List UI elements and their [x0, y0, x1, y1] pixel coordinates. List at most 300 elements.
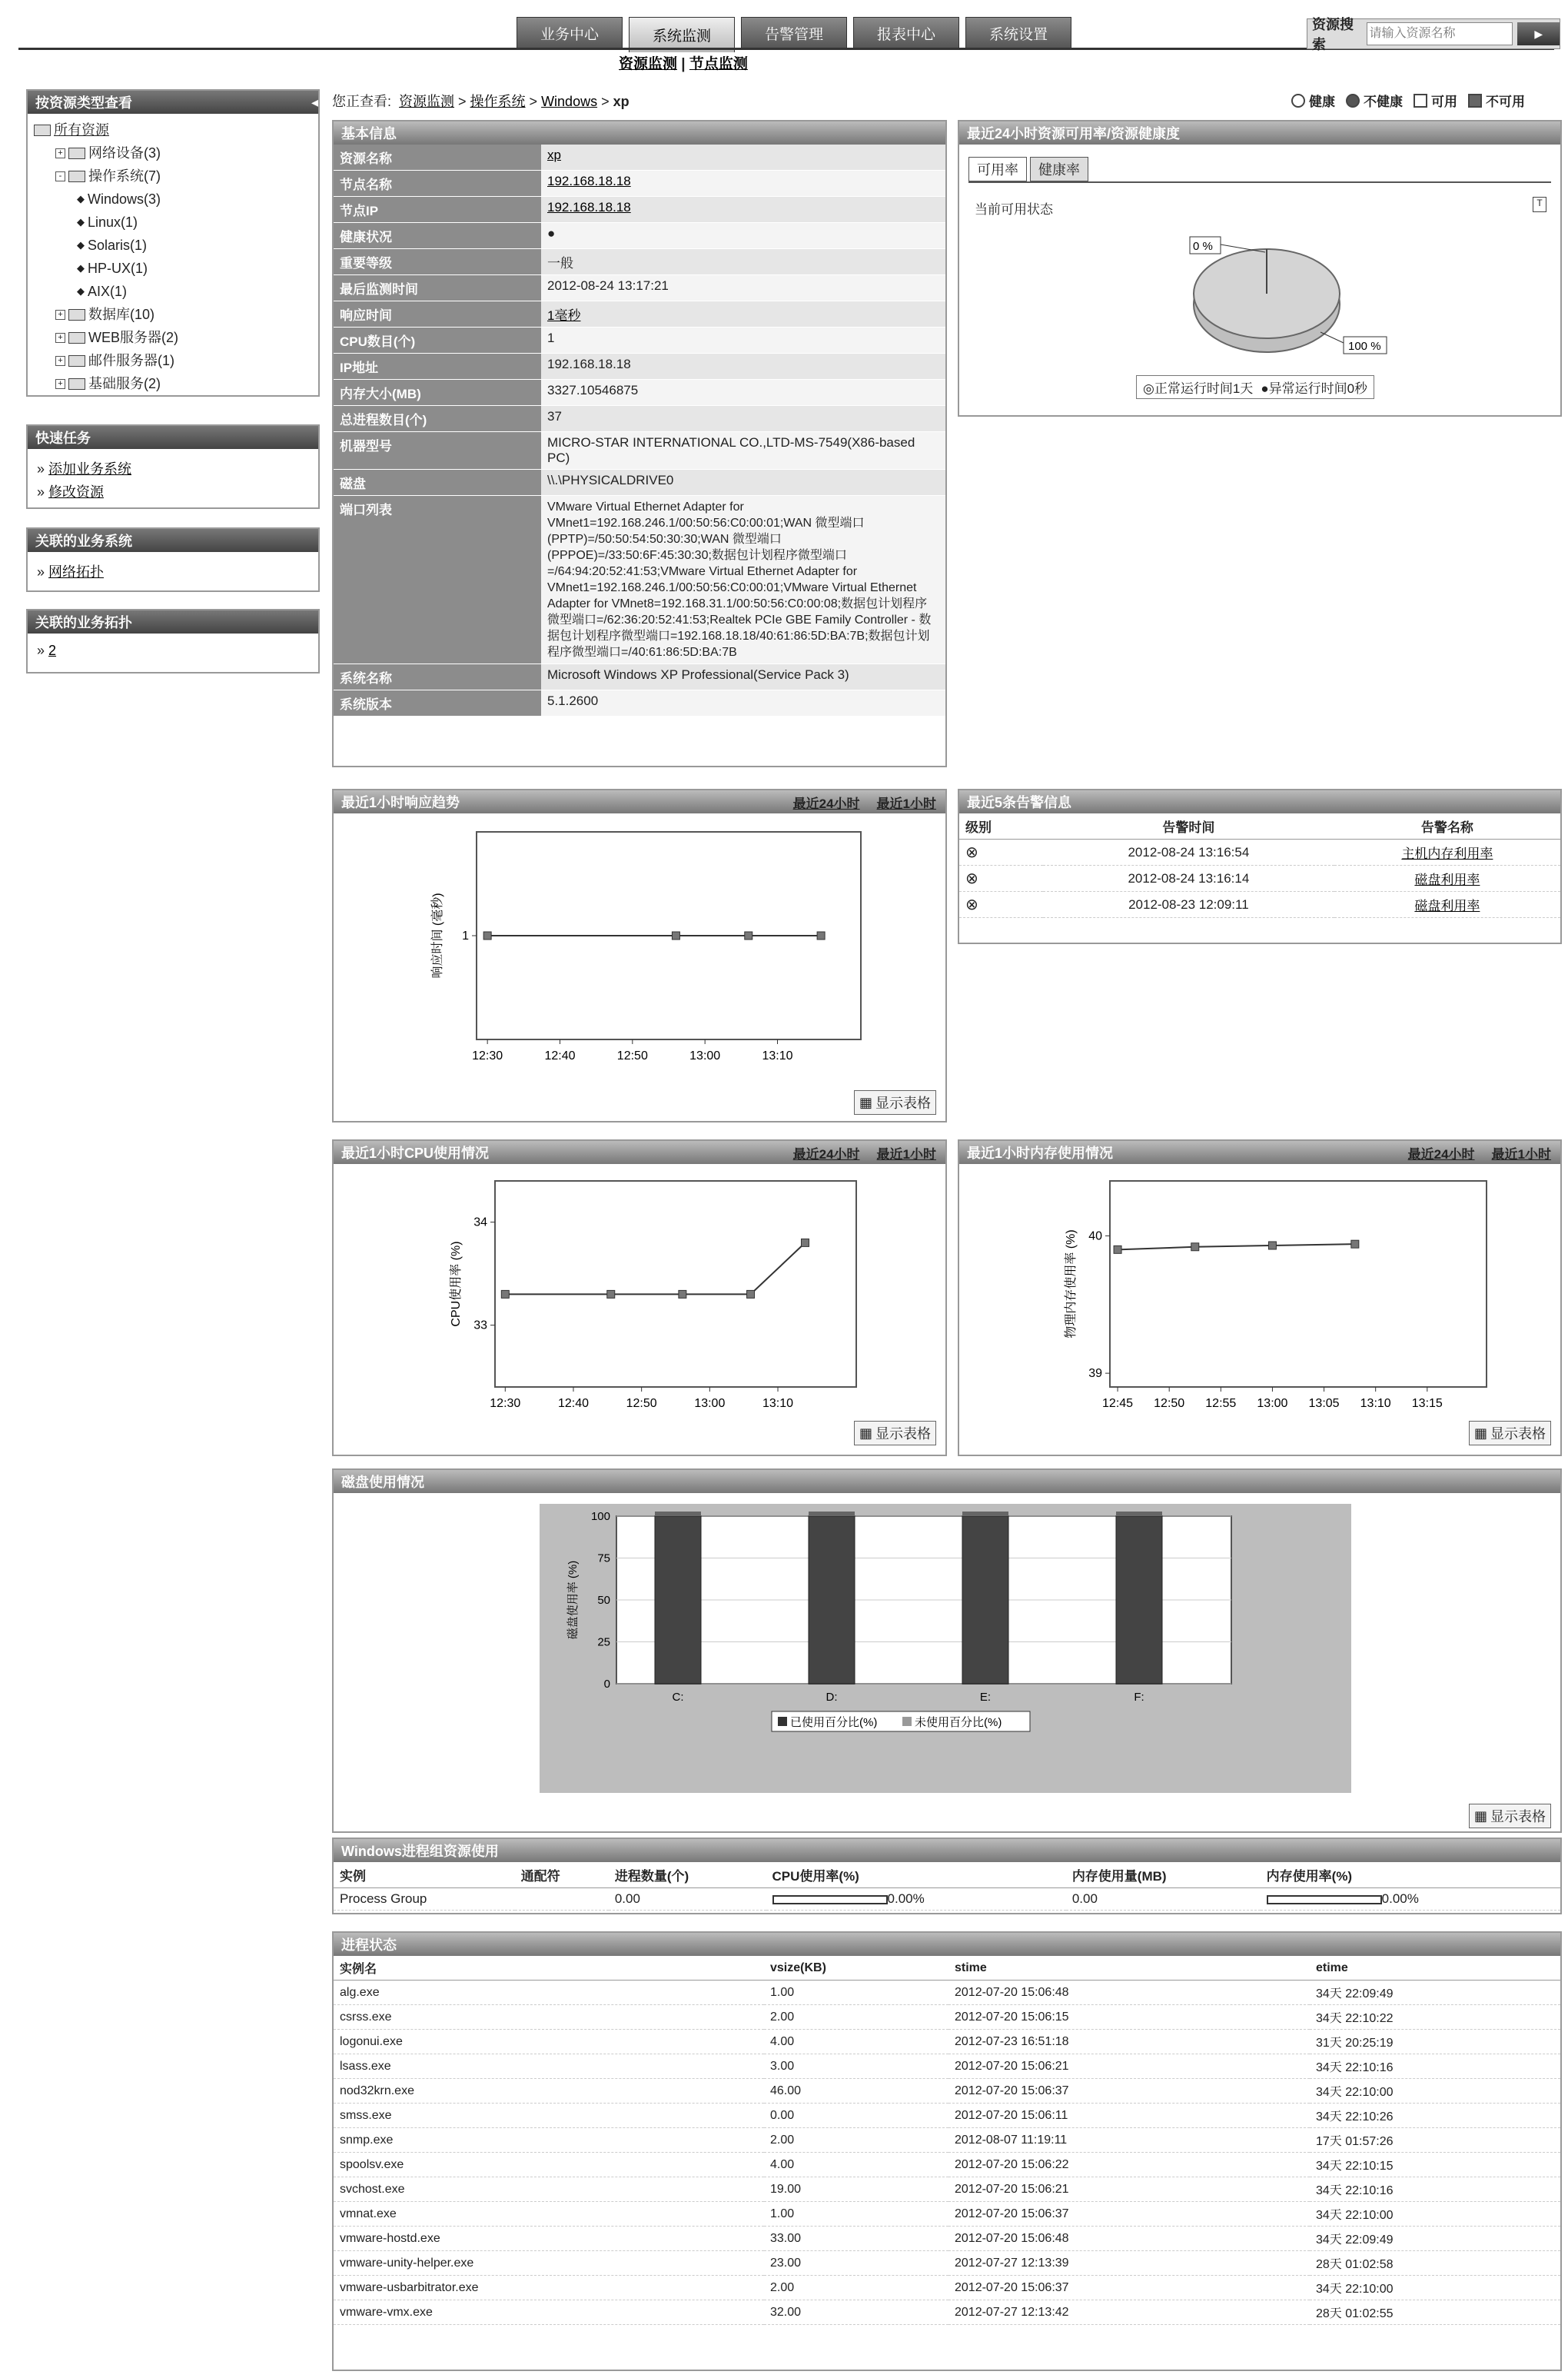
pg-instance: Process Group	[334, 1888, 515, 1911]
table-icon: ▦	[859, 1094, 872, 1110]
proc-col-header: vsize(KB)	[764, 1956, 948, 1981]
proc-cell: lsass.exe	[334, 2054, 764, 2079]
mem-xtick-label: 12:50	[1154, 1397, 1185, 1410]
proc-cell: 3.00	[764, 2054, 948, 2079]
proc-col-header: etime	[1310, 1956, 1560, 1981]
proc-cell: 2012-07-27 12:13:39	[948, 2251, 1310, 2276]
folder-icon	[68, 309, 85, 321]
info-value: 192.168.18.18	[547, 357, 631, 371]
status-legend	[1291, 91, 1525, 110]
info-value-cell	[541, 301, 945, 328]
resp-1h-link[interactable]: 最近1小时	[876, 796, 936, 811]
mem-1h-link[interactable]: 最近1小时	[1491, 1146, 1551, 1162]
disk-ytick-label: 100	[590, 1510, 610, 1523]
info-value: 1	[547, 331, 555, 345]
info-row	[334, 249, 945, 275]
proc-cell: 31天 20:25:19	[1310, 2030, 1560, 2054]
proc-cell: spoolsv.exe	[334, 2153, 764, 2177]
pg-col-header: 实例	[334, 1862, 515, 1888]
alarm-level-cell	[959, 840, 1043, 866]
sub-nav	[619, 52, 748, 73]
alarm-critical-icon: ⊗	[965, 870, 978, 887]
tab-health[interactable]: 健康率	[1030, 157, 1088, 181]
info-row	[334, 664, 945, 690]
proc-header-row	[334, 1956, 1560, 1981]
info-row	[334, 275, 945, 301]
info-value: ●	[547, 226, 556, 241]
os-icon: ◆	[77, 239, 85, 251]
tree-panel-header	[28, 91, 318, 114]
proc-col-header: stime	[948, 1956, 1310, 1981]
tree-node[interactable]	[34, 141, 312, 165]
quick-task-header	[28, 426, 318, 449]
basic-info-panel	[332, 120, 947, 767]
export-icon[interactable]: T	[1533, 197, 1546, 212]
resp-data-point	[745, 932, 752, 940]
info-key: 最后监测时间	[334, 275, 541, 301]
mem-xtick-label: 13:10	[1360, 1397, 1391, 1410]
cpu-title: 最近1小时CPU使用情况	[341, 1146, 490, 1161]
disk-legend	[772, 1711, 1030, 1731]
info-value-cell	[541, 354, 945, 380]
alarm-name-link[interactable]: 磁盘利用率	[1414, 873, 1480, 887]
info-row	[334, 690, 945, 717]
memory-panel	[958, 1139, 1562, 1456]
tree-node-label: WEB服务器(2)	[88, 330, 178, 345]
disk-bar	[655, 1516, 701, 1684]
related-topology-title: 关联的业务拓扑	[35, 615, 132, 630]
availability-title: 最近24小时资源可用率/资源健康度	[967, 126, 1181, 141]
process-group-panel	[332, 1838, 1562, 1914]
disk-panel	[332, 1468, 1562, 1833]
proc-cell: 23.00	[764, 2251, 948, 2276]
breadcrumb-prefix: 您正查看:	[332, 94, 392, 109]
process-group-title: Windows进程组资源使用	[341, 1844, 499, 1859]
related-business-item: » 网络拓扑	[37, 564, 105, 580]
proc-cell: 2.00	[764, 2005, 948, 2030]
info-row	[334, 171, 945, 197]
proc-cell: 34天 22:10:16	[1310, 2054, 1560, 2079]
expand-icon[interactable]: +	[55, 333, 65, 343]
breadcrumb-resource-monitor[interactable]: 资源监测	[399, 94, 455, 109]
proc-cell: vmware-vmx.exe	[334, 2300, 764, 2325]
proc-cell: 34天 22:10:00	[1310, 2202, 1560, 2227]
cpu-xtick-label: 13:00	[694, 1397, 726, 1410]
tree-node[interactable]	[34, 211, 312, 234]
tree-node[interactable]	[34, 303, 312, 326]
alarm-row	[959, 892, 1560, 918]
search-label: 资源搜索	[1312, 17, 1354, 52]
proc-cell: 28天 01:02:58	[1310, 2251, 1560, 2276]
info-value-link[interactable]: 1毫秒	[547, 308, 581, 323]
current-status-label: 当前可用状态	[975, 202, 1053, 217]
tree-node-label: 网络设备(3)	[88, 145, 161, 161]
pg-col-header: 内存使用率(%)	[1261, 1862, 1560, 1888]
mem-data-point	[1114, 1246, 1121, 1253]
disk-ytick-label: 75	[597, 1552, 610, 1565]
info-value: 3327.10546875	[547, 383, 639, 397]
related-business-panel	[26, 527, 320, 592]
disk-xtick-label: E:	[979, 1691, 992, 1704]
info-row	[334, 145, 945, 171]
cpu-header	[334, 1141, 945, 1164]
disk-xtick-label: D:	[826, 1691, 838, 1704]
proc-cell: alg.exe	[334, 1981, 764, 2005]
legend-unused-swatch	[902, 1717, 912, 1726]
cpu-24h-link[interactable]: 最近24小时	[792, 1146, 860, 1162]
proc-row	[334, 2079, 1560, 2104]
nav-tab-1[interactable]: 系统监测	[629, 17, 735, 52]
info-row	[334, 354, 945, 380]
cpu-panel	[332, 1139, 947, 1456]
tab-underline	[968, 181, 1551, 183]
nav-tab-0[interactable]: 业务中心	[517, 17, 623, 49]
healthy-icon	[1291, 94, 1305, 108]
quick-task-item: » 添加业务系统	[37, 461, 132, 477]
legend-healthy: 健康	[1291, 91, 1335, 110]
info-key: CPU数目(个)	[334, 328, 541, 354]
resp-data-point	[483, 932, 491, 940]
resp-data-point	[817, 932, 825, 940]
proc-cell: 0.00	[764, 2104, 948, 2128]
info-row	[334, 380, 945, 406]
proc-cell: 1.00	[764, 2202, 948, 2227]
pg-mem: 0.00	[1066, 1888, 1261, 1911]
disk-xtick-label: C:	[672, 1691, 684, 1704]
network-topology-link[interactable]: 网络拓扑	[48, 564, 105, 580]
pg-cpu-cell	[766, 1888, 1066, 1911]
mem-data-point	[1191, 1243, 1199, 1251]
info-value: 5.1.2600	[547, 693, 599, 708]
expand-icon[interactable]: +	[55, 356, 65, 366]
search-input[interactable]	[1367, 22, 1513, 45]
response-trend-header	[334, 790, 945, 813]
proc-cell: 2012-07-23 16:51:18	[948, 2030, 1310, 2054]
proc-row	[334, 2202, 1560, 2227]
proc-cell: 33.00	[764, 2227, 948, 2251]
tree-node[interactable]	[34, 372, 312, 395]
mem-ytick-label: 39	[1088, 1367, 1102, 1381]
info-row	[334, 432, 945, 470]
info-value: Microsoft Windows XP Professional(Service Pack 3)	[547, 667, 849, 682]
pg-memrate-value: 0.00%	[1381, 1891, 1419, 1906]
proc-cell: csrss.exe	[334, 2005, 764, 2030]
breadcrumb: 您正查看: 资源监测 > 操作系统 > Windows > xp	[332, 94, 630, 109]
legend-abnormal: ●异常运行时间0秒	[1261, 381, 1368, 396]
memory-chart	[959, 1166, 1560, 1427]
legend-used-swatch	[778, 1717, 787, 1726]
subnav-separator: |	[681, 56, 689, 72]
tree-node-label: Solaris(1)	[88, 238, 148, 253]
info-value-link[interactable]: xp	[547, 148, 561, 162]
alarm-critical-icon: ⊗	[965, 844, 978, 861]
tree-node[interactable]	[34, 349, 312, 372]
proc-cell: 46.00	[764, 2079, 948, 2104]
tab-availability[interactable]: 可用率	[968, 157, 1027, 181]
pg-cpu-bar	[772, 1895, 888, 1904]
cpu-xtick-label: 12:40	[557, 1397, 590, 1410]
alarm-level-cell	[959, 892, 1043, 918]
proc-cell: 4.00	[764, 2030, 948, 2054]
mem-plot-area	[1110, 1181, 1487, 1387]
info-key: 健康状况	[334, 223, 541, 249]
basic-info-title: 基本信息	[341, 126, 397, 141]
alarm-name-link[interactable]: 磁盘利用率	[1414, 899, 1480, 913]
proc-cell: 32.00	[764, 2300, 948, 2325]
tree-node-label: 操作系统(7)	[88, 168, 161, 184]
related-business-header	[28, 529, 318, 552]
cpu-data-point	[501, 1290, 509, 1298]
add-business-system-link[interactable]: 添加业务系统	[48, 461, 132, 477]
cpu-ylabel: CPU使用率 (%)	[450, 1241, 463, 1327]
proc-cell: 2012-07-27 12:13:42	[948, 2300, 1310, 2325]
cpu-1h-link[interactable]: 最近1小时	[876, 1146, 936, 1162]
label-0: 0 %	[1193, 240, 1213, 253]
nav-tab-2[interactable]: 告警管理	[741, 17, 847, 49]
pg-col-header: CPU使用率(%)	[766, 1862, 1066, 1888]
expand-icon[interactable]: +	[55, 379, 65, 389]
proc-row	[334, 2227, 1560, 2251]
cpu-xtick-label: 12:30	[490, 1397, 521, 1410]
proc-cell: 19.00	[764, 2177, 948, 2202]
unhealthy-icon	[1346, 94, 1360, 108]
info-value-cell	[541, 496, 945, 664]
info-value: \\.\PHYSICALDRIVE0	[547, 473, 674, 487]
pg-cpu-value: 0.00%	[887, 1891, 925, 1906]
nav-tab-3[interactable]: 报表中心	[853, 17, 959, 49]
expand-icon[interactable]: +	[55, 310, 65, 320]
pg-col-header: 内存使用量(MB)	[1066, 1862, 1261, 1888]
tree-node-label: 数据库(10)	[88, 307, 155, 322]
cpu-plot-area	[495, 1181, 856, 1387]
table-icon: ▦	[1473, 1425, 1487, 1441]
availability-legend	[1136, 375, 1374, 399]
disk-ytick-label: 0	[603, 1678, 610, 1691]
top-nav	[517, 17, 1071, 49]
tree-node[interactable]	[34, 165, 312, 188]
resp-ylabel: 响应时间 (毫秒)	[431, 893, 444, 979]
topology-2-link[interactable]: 2	[48, 643, 57, 658]
info-value-cell	[541, 380, 945, 406]
cpu-data-point	[679, 1290, 686, 1298]
cpu-chart	[334, 1166, 945, 1427]
legend-unavailable: 不可用	[1468, 91, 1525, 110]
folder-icon	[68, 332, 85, 344]
proc-cell: vmware-usbarbitrator.exe	[334, 2276, 764, 2300]
folder-icon	[34, 125, 51, 136]
quick-task-panel	[26, 424, 320, 509]
disk-bar	[1116, 1516, 1162, 1684]
folder-icon	[68, 171, 85, 182]
info-row	[334, 496, 945, 664]
folder-icon	[68, 355, 85, 367]
proc-cell: 28天 01:02:55	[1310, 2300, 1560, 2325]
os-icon: ◆	[77, 216, 85, 228]
proc-cell: vmware-unity-helper.exe	[334, 2251, 764, 2276]
proc-cell: 2012-07-20 15:06:22	[948, 2153, 1310, 2177]
subnav-node-monitor[interactable]: 节点监测	[689, 56, 748, 72]
info-value-cell	[541, 275, 945, 301]
disk-bar	[809, 1516, 855, 1684]
availability-tabs	[968, 157, 1088, 181]
cpu-xtick-label: 12:50	[626, 1397, 657, 1410]
proc-cell: 2012-07-20 15:06:11	[948, 2104, 1310, 2128]
proc-cell: 2012-07-20 15:06:48	[948, 1981, 1310, 2005]
pg-count: 0.00	[609, 1888, 766, 1911]
info-value-cell	[541, 664, 945, 690]
disk-title: 磁盘使用情况	[341, 1475, 424, 1490]
resp-show-table-button[interactable]: ▦ 显示表格	[854, 1090, 936, 1115]
os-icon: ◆	[77, 262, 85, 274]
quick-task-title: 快速任务	[35, 431, 91, 446]
quick-task-item: » 修改资源	[37, 484, 105, 500]
search-go-button[interactable]: ▶	[1517, 22, 1560, 45]
disk-bar-top	[962, 1512, 1008, 1516]
breadcrumb-os[interactable]: 操作系统	[470, 94, 526, 109]
related-business-title: 关联的业务系统	[35, 534, 132, 549]
mem-24h-link[interactable]: 最近24小时	[1407, 1146, 1475, 1162]
info-row	[334, 328, 945, 354]
pg-memrate-bar	[1267, 1895, 1382, 1904]
resource-type-tree-panel	[26, 89, 320, 397]
proc-row	[334, 2128, 1560, 2153]
tree-node[interactable]	[34, 280, 312, 303]
info-key: 系统名称	[334, 664, 541, 690]
alarm-title: 最近5条告警信息	[967, 795, 1072, 810]
pg-wildcard	[515, 1888, 609, 1911]
alarm-name-cell	[1334, 866, 1560, 892]
os-icon: ◆	[77, 193, 85, 205]
edit-resource-link[interactable]: 修改资源	[48, 484, 105, 500]
proc-cell: 34天 22:10:22	[1310, 2005, 1560, 2030]
subnav-resource-monitor[interactable]: 资源监测	[619, 56, 678, 72]
tree-panel-title: 按资源类型查看	[35, 95, 132, 111]
legend-unused-label: 未使用百分比(%)	[915, 1716, 1002, 1729]
proc-cell: svchost.exe	[334, 2177, 764, 2202]
disk-header	[334, 1470, 1560, 1493]
tree-node-label: AIX(1)	[88, 284, 128, 299]
disk-ylabel: 磁盘使用率 (%)	[566, 1560, 580, 1640]
legend-normal: ◎正常运行时间1天	[1143, 381, 1254, 396]
legend-used-label: 已使用百分比(%)	[790, 1716, 878, 1729]
proc-cell: 34天 22:10:00	[1310, 2276, 1560, 2300]
proc-cell: 34天 22:10:15	[1310, 2153, 1560, 2177]
collapse-icon[interactable]: ◂	[311, 94, 318, 110]
process-status-title: 进程状态	[341, 1937, 397, 1953]
proc-row	[334, 2054, 1560, 2079]
tree-node[interactable]	[34, 257, 312, 280]
info-value-cell	[541, 470, 945, 496]
tree-node[interactable]	[34, 188, 312, 211]
mem-xtick-label: 12:45	[1102, 1397, 1134, 1410]
info-value-cell	[541, 432, 945, 470]
alarm-panel	[958, 789, 1562, 944]
cpu-ytick-label: 34	[473, 1216, 487, 1229]
tree-node[interactable]	[34, 326, 312, 349]
cpu-show-table-button[interactable]: ▦ 显示表格	[854, 1421, 936, 1445]
legend-unhealthy: 不健康	[1346, 91, 1403, 110]
info-value-link[interactable]: 192.168.18.18	[547, 174, 631, 188]
proc-cell: 2012-07-20 15:06:37	[948, 2202, 1310, 2227]
proc-cell: nod32krn.exe	[334, 2079, 764, 2104]
info-value-cell	[541, 328, 945, 354]
mem-xtick-label: 13:05	[1308, 1397, 1340, 1410]
info-value-link[interactable]: 192.168.18.18	[547, 200, 631, 215]
alarm-row	[959, 840, 1560, 866]
breadcrumb-windows[interactable]: Windows	[541, 94, 598, 109]
info-key: 端口列表	[334, 496, 541, 664]
expand-icon[interactable]: +	[55, 148, 65, 158]
pg-header-row	[334, 1862, 1560, 1888]
mem-show-table-button[interactable]: ▦ 显示表格	[1469, 1421, 1551, 1445]
disk-ytick-label: 25	[597, 1635, 610, 1649]
proc-cell: 1.00	[764, 1981, 948, 2005]
process-status-panel	[332, 1931, 1562, 2371]
response-trend-panel	[332, 789, 947, 1122]
disk-show-table-button[interactable]: ▦ 显示表格	[1469, 1804, 1551, 1828]
proc-row	[334, 2030, 1560, 2054]
info-key: 机器型号	[334, 432, 541, 470]
resource-tree	[28, 114, 318, 400]
info-key: 资源名称	[334, 145, 541, 171]
info-value-cell	[541, 249, 945, 275]
mem-data-point	[1268, 1242, 1276, 1249]
alarm-name-link[interactable]: 主机内存利用率	[1401, 846, 1493, 861]
tree-node-label: 基础服务(2)	[88, 376, 161, 391]
resp-xtick-label: 13:00	[689, 1049, 721, 1063]
tree-node[interactable]	[34, 118, 312, 141]
collapse-tree-icon[interactable]: -	[55, 171, 65, 181]
memory-title: 最近1小时内存使用情况	[967, 1146, 1114, 1161]
info-key: 总进程数目(个)	[334, 406, 541, 432]
availability-header	[959, 121, 1560, 145]
proc-cell: 17天 01:57:26	[1310, 2128, 1560, 2153]
info-row	[334, 406, 945, 432]
info-value: MICRO-STAR INTERNATIONAL CO.,LTD-MS-7549(X86-based PC)	[547, 435, 915, 465]
mem-ytick-label: 40	[1088, 1229, 1102, 1243]
nav-tab-4[interactable]: 系统设置	[965, 17, 1071, 49]
alarm-header	[959, 790, 1560, 813]
unavailable-icon	[1468, 94, 1482, 108]
disk-bar	[962, 1516, 1008, 1684]
resp-24h-link[interactable]: 最近24小时	[792, 796, 860, 811]
proc-cell: 34天 22:10:16	[1310, 2177, 1560, 2202]
tree-node-label: HP-UX(1)	[88, 261, 148, 276]
info-key: 内存大小(MB)	[334, 380, 541, 406]
alarm-table	[959, 813, 1560, 918]
info-key: 响应时间	[334, 301, 541, 328]
pg-memrate-cell	[1261, 1888, 1560, 1911]
response-chart	[334, 815, 945, 1092]
process-status-header	[334, 1933, 1560, 1956]
tree-node[interactable]	[34, 234, 312, 257]
folder-icon	[68, 378, 85, 390]
proc-cell: 2012-07-20 15:06:37	[948, 2276, 1310, 2300]
legend-available: 可用	[1414, 91, 1457, 110]
label-100: 100 %	[1348, 340, 1381, 353]
disk-xtick-label: F:	[1134, 1691, 1144, 1704]
proc-cell: logonui.exe	[334, 2030, 764, 2054]
available-icon	[1414, 94, 1427, 108]
alarm-name-cell	[1334, 892, 1560, 918]
proc-col-header: 实例名	[334, 1956, 764, 1981]
os-icon: ◆	[77, 285, 85, 297]
cpu-xtick-label: 13:10	[762, 1397, 794, 1410]
disk-bar-top	[809, 1512, 855, 1516]
alarm-level-cell	[959, 866, 1043, 892]
alarm-header-row	[959, 813, 1560, 840]
resp-xtick-label: 12:30	[472, 1049, 503, 1063]
